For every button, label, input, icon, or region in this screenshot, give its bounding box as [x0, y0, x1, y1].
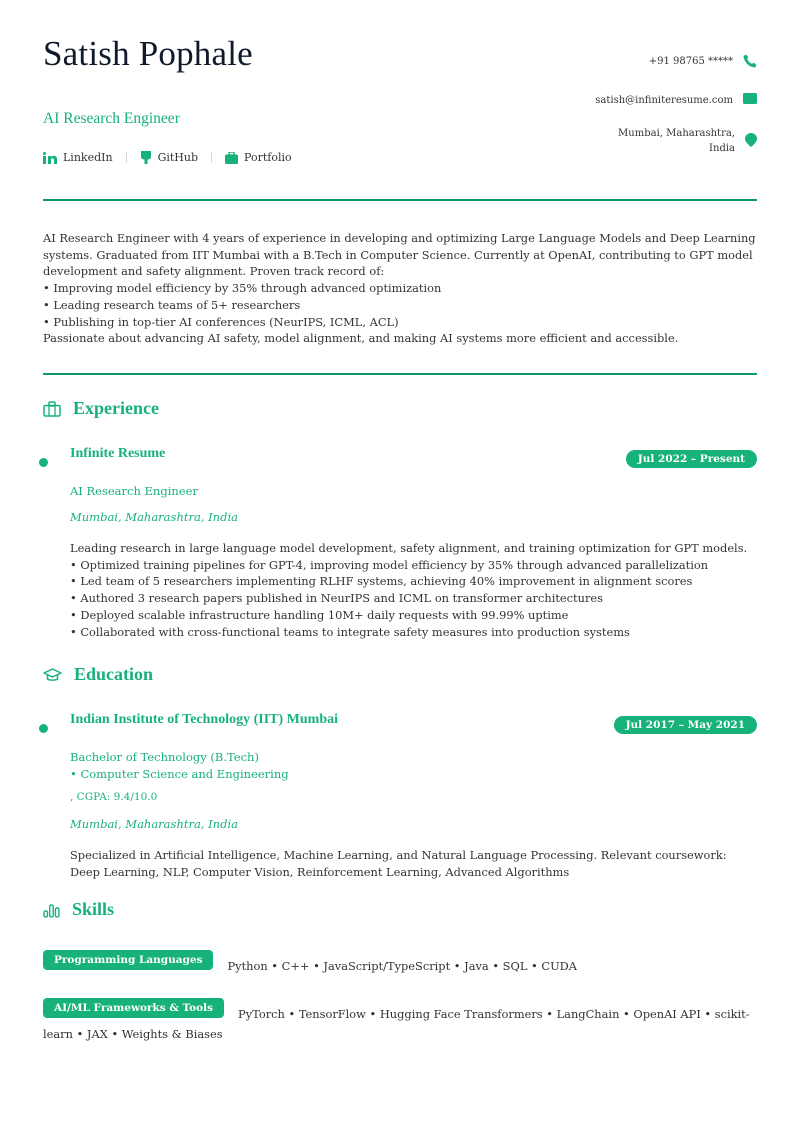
experience-intro: Leading research in large language model development, safety alignment, and training optimization for GPT models.	[70, 541, 748, 555]
email-address[interactable]: satish@infiniteresume.com	[595, 95, 733, 106]
link-divider	[126, 152, 127, 163]
github-link[interactable]	[140, 151, 198, 164]
phone-icon	[743, 54, 757, 68]
company-name: Infinite Resume	[70, 446, 166, 461]
bar-chart-icon	[43, 901, 60, 918]
summary-bullet: • Leading research teams of 5+ researchers	[43, 297, 301, 312]
summary-closing: Passionate about advancing AI safety, model alignment, and making AI systems more efficient and accessible.	[43, 331, 679, 346]
location-line1: Mumbai, Maharashtra,	[618, 128, 735, 139]
job-title: AI Research Engineer	[43, 110, 180, 127]
linkedin-link[interactable]	[43, 151, 113, 164]
skill-group	[43, 950, 757, 973]
experience-bullet: • Collaborated with cross-functional teams to integrate safety measures into production systems	[70, 624, 630, 639]
experience-bullet: • Deployed scalable infrastructure handling 10M+ daily requests with 99.99% uptime	[70, 607, 569, 622]
briefcase-icon	[225, 152, 238, 164]
experience-location: Mumbai, Maharashtra, India	[70, 510, 238, 524]
experience-bullet: • Authored 3 research papers published in NeurIPS and ICML on transformer architectures	[70, 591, 604, 606]
gpa: , CGPA: 9.4/10.0	[70, 791, 158, 803]
skill-group	[43, 998, 757, 1041]
experience-dates-badge: Jul 2022 – Present	[626, 450, 757, 468]
degree-name: Bachelor of Technology (B.Tech)	[70, 750, 259, 764]
skill-category-tag: Programming Languages	[43, 950, 213, 970]
location-contact	[618, 126, 757, 156]
email-icon	[743, 93, 757, 104]
map-pin-icon	[745, 133, 757, 147]
linkedin-label: LinkedIn	[63, 151, 113, 164]
education-section-header	[43, 664, 153, 685]
education-dates-badge: Jul 2017 – May 2021	[614, 716, 757, 734]
briefcase-icon	[43, 401, 61, 417]
school-name: Indian Institute of Technology (IIT) Mumbai	[70, 712, 339, 727]
location-line2: India	[709, 143, 735, 154]
profile-links	[43, 151, 292, 164]
education-heading: Education	[74, 664, 154, 684]
link-divider	[211, 152, 212, 163]
experience-bullet: • Optimized training pipelines for GPT-4, improving model efficiency by 35% through advanced parallelization	[70, 557, 709, 572]
skills-heading: Skills	[72, 899, 115, 919]
phone-contact	[649, 54, 757, 69]
github-label: GitHub	[157, 151, 199, 164]
skill-category-tag: AI/ML Frameworks & Tools	[43, 998, 224, 1018]
education-description: Specialized in Artificial Intelligence, Machine Learning, and Natural Language Processing. Relevant coursework: Deep Learning, NLP, Computer Vision, Reinforcement Learning, Advanced Algorithms	[70, 848, 727, 879]
summary-intro: AI Research Engineer with 4 years of experience in developing and optimizing Large Language Models and Deep Learning systems. Graduated from IIT Mumbai with a B.Tech in Computer Science. Currently at OpenAI, contributing to GPT model development and safety alignment. Proven track record of:	[43, 231, 756, 279]
experience-bullet: • Led team of 5 researchers implementing RLHF systems, achieving 40% improvement in alignment scores	[70, 574, 693, 589]
summary-bullet: • Improving model efficiency by 35% through advanced optimization	[43, 281, 442, 296]
experience-section-header	[43, 398, 159, 419]
email-contact	[595, 93, 757, 108]
professional-summary	[43, 230, 757, 347]
skill-items: Python • C++ • JavaScript/TypeScript • Java • SQL • CUDA	[227, 959, 578, 973]
timeline-dot	[39, 724, 48, 733]
skills-section-header	[43, 899, 114, 920]
header-divider	[43, 199, 757, 201]
candidate-name: Satish Pophale	[43, 34, 253, 73]
skill-items: PyTorch • TensorFlow • Hugging Face Transformers • LangChain • OpenAI API • scikit-learn • JAX • Weights & Biases	[43, 1007, 750, 1041]
experience-role: AI Research Engineer	[70, 484, 198, 498]
experience-heading: Experience	[73, 398, 159, 418]
phone-number: +91 98765 *****	[648, 56, 733, 67]
graduation-cap-icon	[43, 667, 62, 683]
experience-description	[70, 540, 760, 640]
summary-bullet: • Publishing in top-tier AI conferences (NeurIPS, ICML, ACL)	[43, 314, 399, 329]
summary-divider	[43, 373, 757, 375]
linkedin-icon	[43, 152, 57, 164]
portfolio-label: Portfolio	[244, 151, 292, 164]
timeline-dot	[39, 458, 48, 467]
field-of-study: • Computer Science and Engineering	[70, 767, 289, 781]
github-icon	[140, 151, 152, 164]
education-location: Mumbai, Maharashtra, India	[70, 817, 238, 831]
portfolio-link[interactable]	[225, 151, 292, 164]
